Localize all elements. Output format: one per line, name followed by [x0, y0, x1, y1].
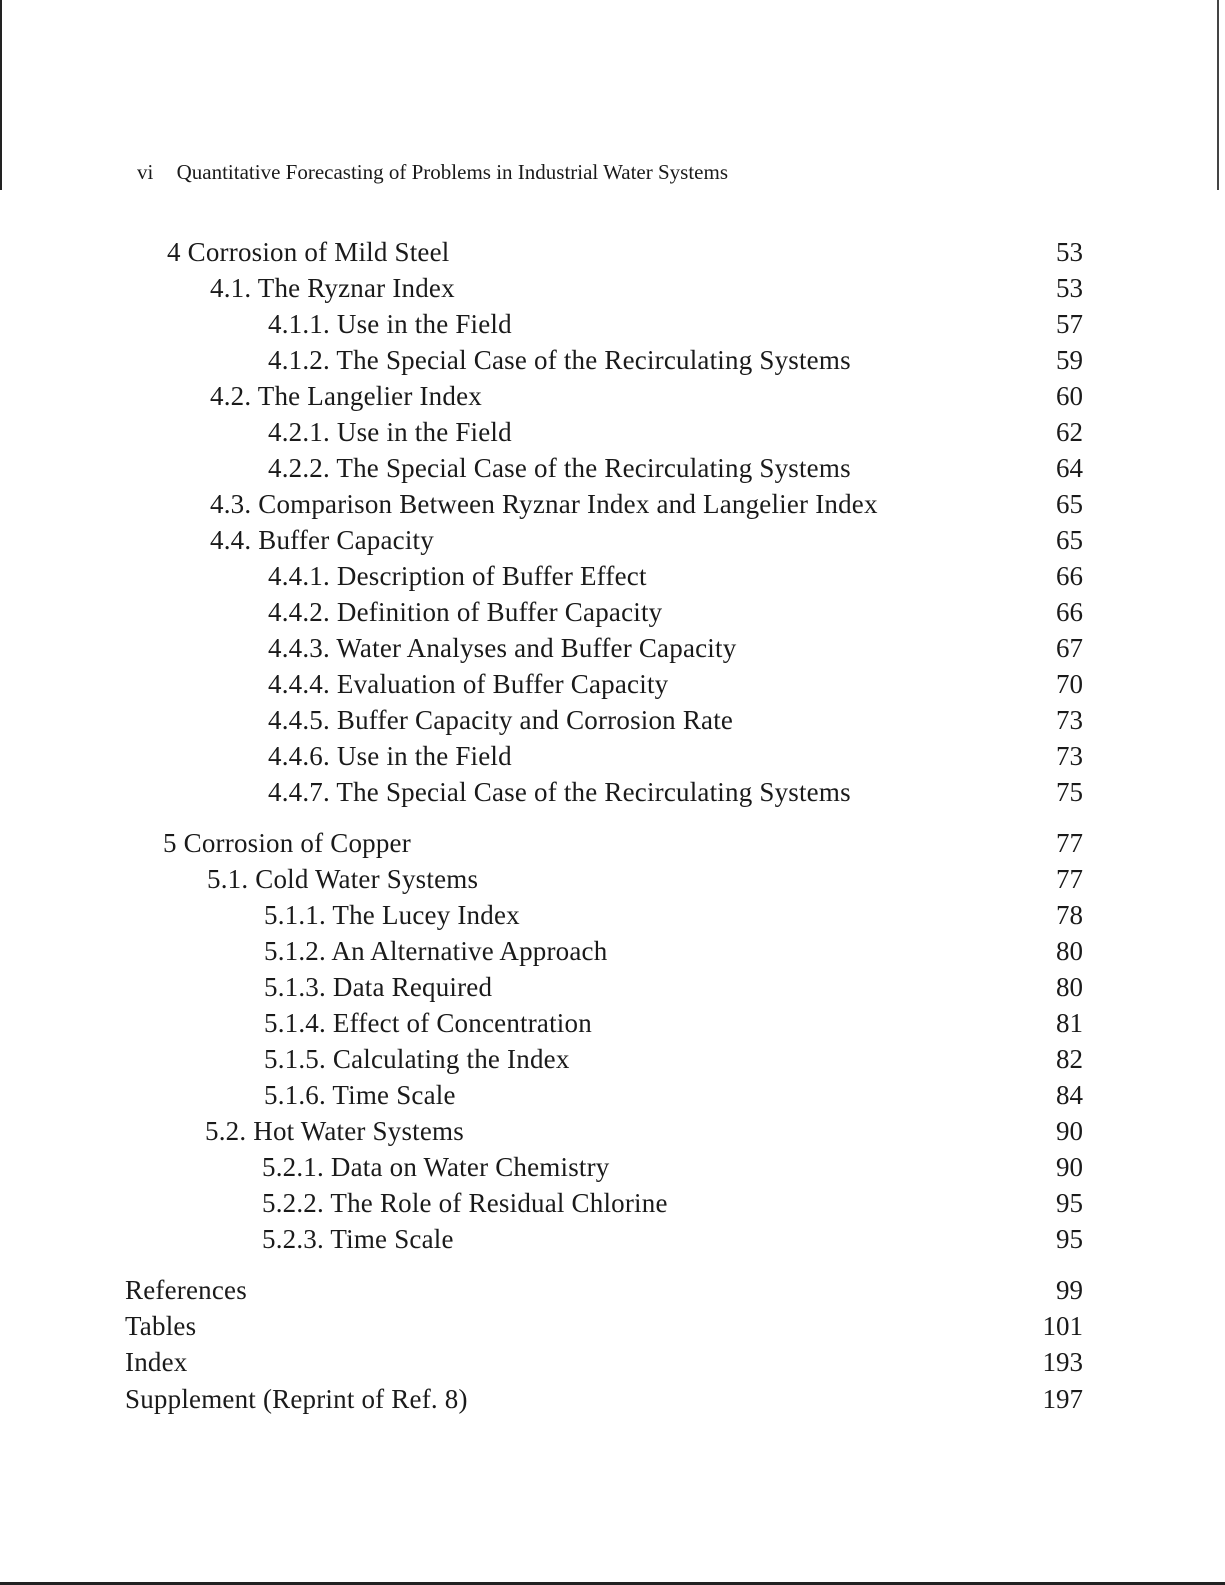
- toc-entry-title: 4.3. Comparison Between Ryznar Index and Langelier Index: [210, 489, 878, 519]
- toc-entry-page: 59: [1056, 345, 1083, 375]
- toc-entry-subsection[interactable]: [0, 414, 1225, 450]
- toc-entry-subsection[interactable]: [0, 933, 1225, 969]
- toc-entry-title: 4.1.1. Use in the Field: [268, 309, 512, 339]
- toc-entry-subsection[interactable]: [0, 306, 1225, 342]
- toc-entry-subsection[interactable]: [0, 1041, 1225, 1077]
- toc-entry-subsection[interactable]: [0, 969, 1225, 1005]
- toc-entry-page: 90: [1056, 1152, 1083, 1182]
- toc-entry-page: 101: [1042, 1311, 1083, 1341]
- toc-entry-subsection[interactable]: [0, 594, 1225, 630]
- toc-entry-page: 95: [1056, 1188, 1083, 1218]
- toc-entry-title: 4.4.1. Description of Buffer Effect: [268, 561, 647, 591]
- toc-entry-section[interactable]: [0, 270, 1225, 306]
- toc-entry-title: 4.1. The Ryznar Index: [210, 273, 455, 303]
- toc-entry-page: 80: [1056, 936, 1083, 966]
- toc-entry-title: 5.2. Hot Water Systems: [205, 1116, 464, 1146]
- toc-entry-page: 82: [1056, 1044, 1083, 1074]
- toc-entry-subsection[interactable]: [0, 1185, 1225, 1221]
- toc-entry-page: 62: [1056, 417, 1083, 447]
- toc-entry-subsection[interactable]: [0, 342, 1225, 378]
- toc-entry-chapter[interactable]: [0, 825, 1225, 861]
- toc-entry-title: 4 Corrosion of Mild Steel: [167, 237, 450, 267]
- toc-entry-section[interactable]: [0, 486, 1225, 522]
- toc-entry-page: 81: [1056, 1008, 1083, 1038]
- toc-entry-title: 5.1.4. Effect of Concentration: [264, 1008, 592, 1038]
- toc-entry-subsection[interactable]: [0, 450, 1225, 486]
- toc-entry-page: 84: [1056, 1080, 1083, 1110]
- toc-entry-title: 4.4. Buffer Capacity: [210, 525, 434, 555]
- toc-entry-title: Supplement (Reprint of Ref. 8): [125, 1384, 468, 1414]
- toc-entry-page: 73: [1056, 741, 1083, 771]
- toc-entry-page: 70: [1056, 669, 1083, 699]
- toc-entry-section[interactable]: [0, 861, 1225, 897]
- toc-entry-title: 4.4.2. Definition of Buffer Capacity: [268, 597, 663, 627]
- toc-entry-page: 90: [1056, 1116, 1083, 1146]
- toc-entry-page: 66: [1056, 597, 1083, 627]
- toc-entry-page: 65: [1056, 489, 1083, 519]
- toc-entry-page: 57: [1056, 309, 1083, 339]
- toc-entry-section[interactable]: [0, 1113, 1225, 1149]
- toc-entry-page: 77: [1056, 828, 1083, 858]
- toc-entry-title: 5.1.3. Data Required: [264, 972, 493, 1002]
- toc-entry-title: 5.1.1. The Lucey Index: [264, 900, 520, 930]
- toc-entry-subsection[interactable]: [0, 774, 1225, 810]
- toc-entry-title: 4.1.2. The Special Case of the Recirculating Systems: [268, 345, 851, 375]
- toc-entry-page: 77: [1056, 864, 1083, 894]
- toc-entry-subsection[interactable]: [0, 558, 1225, 594]
- toc-entry-page: 65: [1056, 525, 1083, 555]
- toc-entry-page: 197: [1042, 1384, 1083, 1414]
- toc-entry-backmatter[interactable]: [0, 1344, 1225, 1380]
- toc-entry-title: 4.4.5. Buffer Capacity and Corrosion Rate: [268, 705, 734, 735]
- running-head-title: Quantitative Forecasting of Problems in Industrial Water Systems: [176, 160, 729, 184]
- toc-entry-page: 67: [1056, 633, 1083, 663]
- toc-entry-page: 75: [1056, 777, 1083, 807]
- toc-entry-subsection[interactable]: [0, 738, 1225, 774]
- toc-entry-subsection[interactable]: [0, 897, 1225, 933]
- toc-entry-page: 53: [1056, 237, 1083, 267]
- toc-entry-subsection[interactable]: [0, 666, 1225, 702]
- toc-entry-page: 95: [1056, 1224, 1083, 1254]
- toc-entry-title: 4.2. The Langelier Index: [210, 381, 482, 411]
- toc-entry-page: 66: [1056, 561, 1083, 591]
- toc-entry-backmatter[interactable]: [0, 1381, 1225, 1417]
- toc-entry-title: 4.2.1. Use in the Field: [268, 417, 512, 447]
- toc-entry-title: 5.1. Cold Water Systems: [207, 864, 479, 894]
- toc-entry-page: 99: [1056, 1275, 1083, 1305]
- toc-entry-chapter[interactable]: [0, 234, 1225, 270]
- toc-entry-title: 5 Corrosion of Copper: [163, 828, 411, 858]
- toc-entry-page: 64: [1056, 453, 1083, 483]
- toc-entry-title: Index: [125, 1347, 188, 1377]
- toc-entry-page: 78: [1056, 900, 1083, 930]
- toc-entry-subsection[interactable]: [0, 702, 1225, 738]
- toc-entry-subsection[interactable]: [0, 1221, 1225, 1257]
- toc-entry-title: Tables: [125, 1311, 197, 1341]
- toc-entry-page: 73: [1056, 705, 1083, 735]
- toc-entry-backmatter[interactable]: [0, 1308, 1225, 1344]
- running-head-page-number: vi: [137, 160, 154, 184]
- toc-entry-title: 4.4.6. Use in the Field: [268, 741, 512, 771]
- toc-entry-title: 5.1.5. Calculating the Index: [264, 1044, 570, 1074]
- toc-entry-title: 5.1.2. An Alternative Approach: [264, 936, 608, 966]
- toc-entry-subsection[interactable]: [0, 1005, 1225, 1041]
- toc-entry-title: 5.2.1. Data on Water Chemistry: [262, 1152, 610, 1182]
- toc-entry-title: 5.2.2. The Role of Residual Chlorine: [262, 1188, 668, 1218]
- toc-entry-title: 4.2.2. The Special Case of the Recirculating Systems: [268, 453, 851, 483]
- toc-entry-page: 193: [1042, 1347, 1083, 1377]
- toc-entry-page: 60: [1056, 381, 1083, 411]
- toc-entry-subsection[interactable]: [0, 630, 1225, 666]
- toc-entry-section[interactable]: [0, 522, 1225, 558]
- toc-entry-title: 4.4.3. Water Analyses and Buffer Capacity: [268, 633, 737, 663]
- toc-entry-page: 53: [1056, 273, 1083, 303]
- toc-entry-subsection[interactable]: [0, 1077, 1225, 1113]
- toc-entry-title: 5.2.3. Time Scale: [262, 1224, 454, 1254]
- toc-entry-page: 80: [1056, 972, 1083, 1002]
- toc-entry-section[interactable]: [0, 378, 1225, 414]
- toc-entry-title: 4.4.4. Evaluation of Buffer Capacity: [268, 669, 669, 699]
- toc-entry-subsection[interactable]: [0, 1149, 1225, 1185]
- toc-entry-backmatter[interactable]: [0, 1272, 1225, 1308]
- toc-entry-title: 5.1.6. Time Scale: [264, 1080, 456, 1110]
- toc-entry-title: 4.4.7. The Special Case of the Recirculating Systems: [268, 777, 851, 807]
- toc-entry-title: References: [125, 1275, 247, 1305]
